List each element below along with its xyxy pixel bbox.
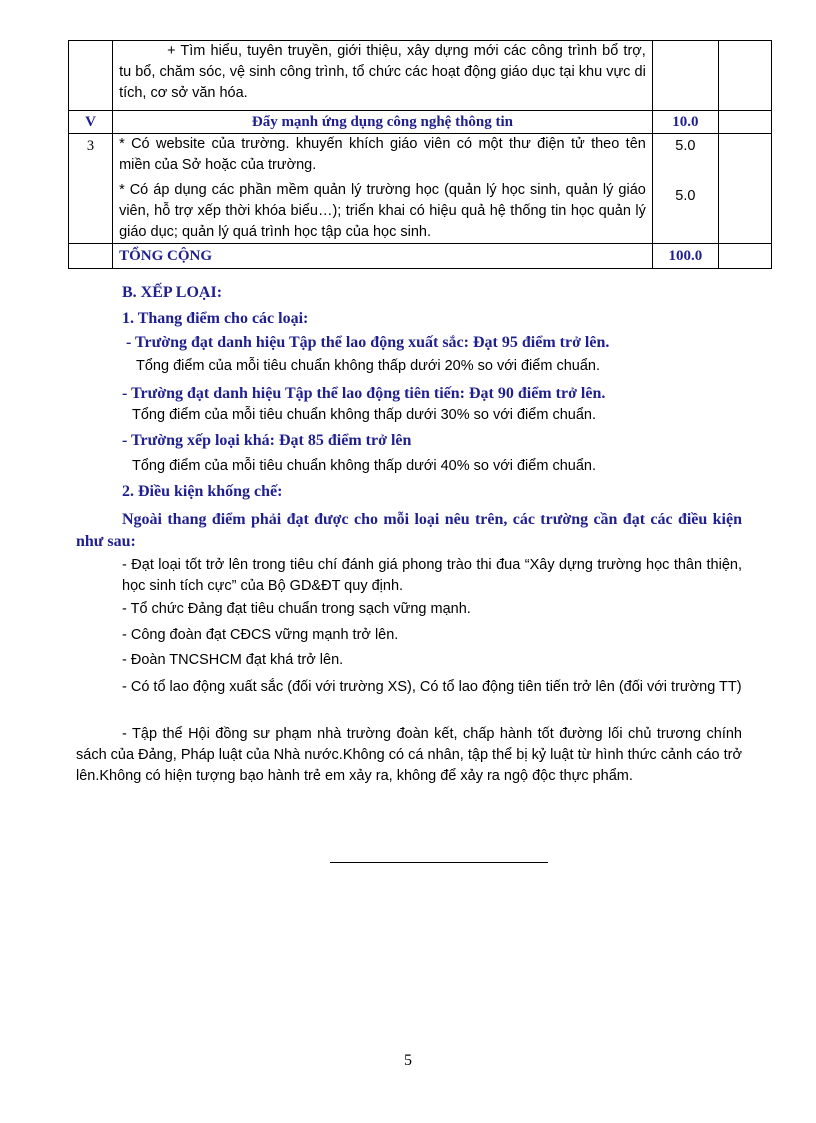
section-number: V: [69, 111, 113, 134]
item-2-score: 5.0: [675, 188, 696, 204]
total-label: TỔNG CỘNG: [113, 244, 653, 269]
empty-cell: [718, 111, 771, 134]
excellent-criterion: - Trường đạt danh hiệu Tập thể lao động xuất sắc: Đạt 95 điểm trở lên.: [126, 334, 610, 351]
num-cell: [69, 41, 113, 111]
condition-item: - Tập thể Hội đồng sư phạm nhà trường đoàn kết, chấp hành tốt đường lối chủ trương chính sách của Đảng, Pháp luật của Nhà nước.Không có cá nhân, tập thể bị kỷ luật từ hình thức cảnh cáo trở lên.Không có hiện tượng bạo hành trẻ em xảy ra, không để xảy ra ngộ độc thực phẩm.: [76, 726, 742, 784]
criterion-item-2: * Có áp dụng các phần mềm quản lý trường học (quản lý học sinh, quản lý giáo viên, hỗ trợ xếp thời khóa biểu…); triển khai có hiệu quả hệ thống tin học quản lý giáo dục; quản lý quá trình học tập của học sinh.: [119, 182, 646, 240]
empty-cell: [718, 41, 771, 111]
excellent-note: Tổng điểm của mỗi tiêu chuẩn không thấp dưới 20% so với điểm chuẩn.: [136, 358, 600, 374]
empty-cell: [718, 244, 771, 269]
section-title: Đẩy mạnh ứng dụng công nghệ thông tin: [113, 111, 653, 134]
condition-item: - Có tổ lao động xuất sắc (đối với trường XS), Có tổ lao động tiên tiến trở lên (đối với trường TT): [122, 679, 742, 695]
classification-heading: B. XẾP LOẠI:: [122, 284, 223, 301]
scale-subheading: 1. Thang điểm cho các loại:: [122, 310, 309, 327]
section-header-row: [69, 111, 772, 134]
criterion-item-1: * Có website của trường. khuyến khích giáo viên có một thư điện tử theo tên miền của Sở hoặc của trường.: [119, 136, 646, 173]
advanced-criterion: - Trường đạt danh hiệu Tập thể lao động tiên tiến: Đạt 90 điểm trở lên.: [122, 385, 606, 402]
total-row: [69, 244, 772, 269]
content-cell: [113, 134, 653, 244]
table-row: [69, 41, 772, 111]
separator-line: [330, 862, 548, 863]
score-cell: [652, 134, 718, 244]
page-number: 5: [404, 1052, 412, 1069]
conditions-intro: Ngoài thang điểm phải đạt được cho mỗi loại nêu trên, các trường cần đạt các điều kiện như sau:: [76, 511, 742, 550]
score-table: [68, 40, 772, 269]
condition-item: - Đạt loại tốt trở lên trong tiêu chí đánh giá phong trào thi đua “Xây dựng trường học thân thiện, học sinh tích cực” của Bộ GD&ĐT quy định.: [122, 557, 742, 594]
content-cell: [113, 41, 653, 111]
item-1-score: 5.0: [675, 138, 696, 154]
good-criterion: - Trường xếp loại khá: Đạt 85 điểm trở lên: [122, 432, 412, 449]
section-score: 10.0: [652, 111, 718, 134]
num-cell: [69, 244, 113, 269]
continued-criterion-text: + Tìm hiểu, tuyên truyền, giới thiệu, xây dựng mới các công trình bổ trợ, tu bổ, chăm sóc, vệ sinh công trình, tổ chức các hoạt động giáo dục tại khu vực di tích, cơ sở văn hóa.: [119, 43, 646, 101]
conditions-subheading: 2. Điều kiện khống chế:: [122, 483, 283, 500]
advanced-note: Tổng điểm của mỗi tiêu chuẩn không thấp dưới 30% so với điểm chuẩn.: [132, 407, 596, 423]
empty-cell: [718, 134, 771, 244]
condition-item: - Công đoàn đạt CĐCS vững mạnh trở lên.: [122, 627, 399, 643]
total-score: 100.0: [652, 244, 718, 269]
table-row: [69, 134, 772, 244]
good-note: Tổng điểm của mỗi tiêu chuẩn không thấp dưới 40% so với điểm chuẩn.: [132, 458, 596, 474]
condition-item: - Đoàn TNCSHCM đạt khá trở lên.: [122, 652, 344, 668]
score-cell: [652, 41, 718, 111]
criterion-number: 3: [69, 134, 113, 244]
condition-item: - Tổ chức Đảng đạt tiêu chuẩn trong sạch vững mạnh.: [122, 601, 471, 617]
